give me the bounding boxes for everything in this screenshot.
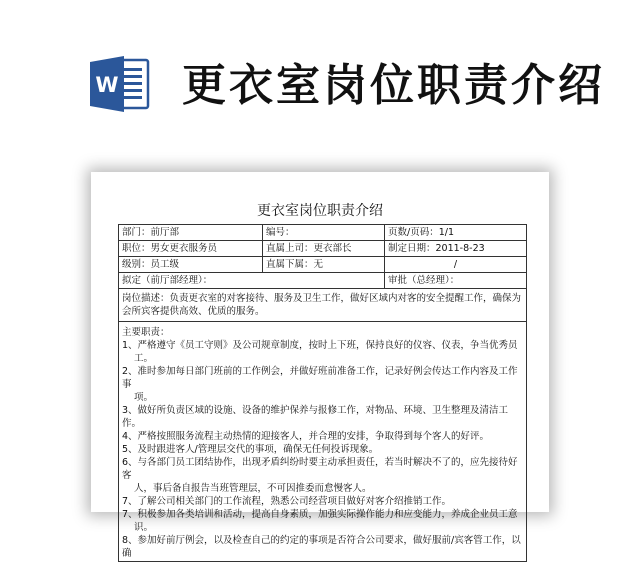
job-description-table xyxy=(118,224,527,562)
description-line: 会所宾客提供高效、优质的服务。 xyxy=(122,306,265,317)
duty-line: 7、了解公司相关部门的工作流程，熟悉公司经营项目做好对客介绍推销工作。 xyxy=(122,496,452,507)
date-cell: 制定日期：2011-8-23 xyxy=(385,241,527,257)
svg-text:W: W xyxy=(95,73,119,97)
pages-cell: 页数/页码：1/1 xyxy=(385,225,527,241)
table-row xyxy=(119,289,527,322)
duty-line: 3、做好所负责区域的设施、设备的维护保养与报修工作，对物品、环境、卫生整理及清洁工作。 xyxy=(122,405,509,429)
duty-line: 识。 xyxy=(134,522,154,533)
table-row xyxy=(119,257,527,273)
subordinate-cell: 直属下属：无 xyxy=(263,257,385,273)
duty-line: 2、准时参加每日部门班前的工作例会，并做好班前准备工作，记录好例会传达工作内容及工作事 xyxy=(122,366,518,390)
duty-item xyxy=(122,534,523,560)
banner xyxy=(0,0,640,160)
description-line: 岗位描述：负责更衣室的对客接待、服务及卫生工作，做好区域内对客的安全提醒工作，确保为 xyxy=(122,293,522,304)
superior-cell: 直属上司：更衣部长 xyxy=(263,241,385,257)
duty-line: 6、与各部门员工团结协作，出现矛盾纠纷时要主动承担责任，若当时解决不了的，应先接待好客 xyxy=(122,457,518,481)
duty-line: 7、积极参加各类培训和活动，提高自身素质，加强实际操作能力和应变能力，养成企业员工意 xyxy=(122,509,518,520)
table-row xyxy=(119,273,527,289)
duty-line: 8、参加好前厅例会，以及检查自己的约定的事项是否符合公司要求，做好服前/宾客管工作，以确 xyxy=(122,535,521,559)
position-cell: 职位：男女更衣服务员 xyxy=(119,241,263,257)
department-cell: 部门：前厅部 xyxy=(119,225,263,241)
duty-line: 工。 xyxy=(134,353,154,364)
word-icon xyxy=(88,56,150,112)
duty-line: 1、严格遵守《员工守则》及公司规章制度，按时上下班，保持良好的仪容、仪表，争当优秀员 xyxy=(122,340,518,351)
table-row xyxy=(119,322,527,562)
banner-title: 更衣室岗位职责介绍 xyxy=(182,60,605,111)
duties-label: 主要职责： xyxy=(122,327,170,338)
blank-cell: / xyxy=(385,257,527,273)
duty-item xyxy=(122,508,523,534)
code-cell: 编号： xyxy=(263,225,385,241)
duty-line: 5、及时跟进客人/管理层交代的事项，确保无任何投诉现象。 xyxy=(122,444,379,455)
duty-item xyxy=(122,365,523,404)
approved-by-cell: 审批（总经理）： xyxy=(385,273,527,289)
drafted-by-cell: 拟定（前厅部经理）： xyxy=(119,273,385,289)
duty-item xyxy=(122,443,523,456)
duties-cell xyxy=(119,322,527,562)
duty-line: 4、严格按照服务流程主动热情的迎接客人，并合理的安排，争取得到每个客人的好评。 xyxy=(122,431,490,442)
level-cell: 级别：员工级 xyxy=(119,257,263,273)
duty-item xyxy=(122,430,523,443)
table-row xyxy=(119,241,527,257)
duty-line: 项。 xyxy=(134,392,154,403)
table-row xyxy=(119,225,527,241)
duty-item xyxy=(122,339,523,365)
document-page xyxy=(91,172,549,559)
duty-line: 人，事后备自报告当班管理层，不可因推委而怠慢客人。 xyxy=(134,483,372,494)
duty-item xyxy=(122,404,523,430)
duty-item xyxy=(122,456,523,495)
description-cell xyxy=(119,289,527,322)
duty-item xyxy=(122,495,523,508)
document-title: 更衣室岗位职责介绍 xyxy=(257,203,383,219)
